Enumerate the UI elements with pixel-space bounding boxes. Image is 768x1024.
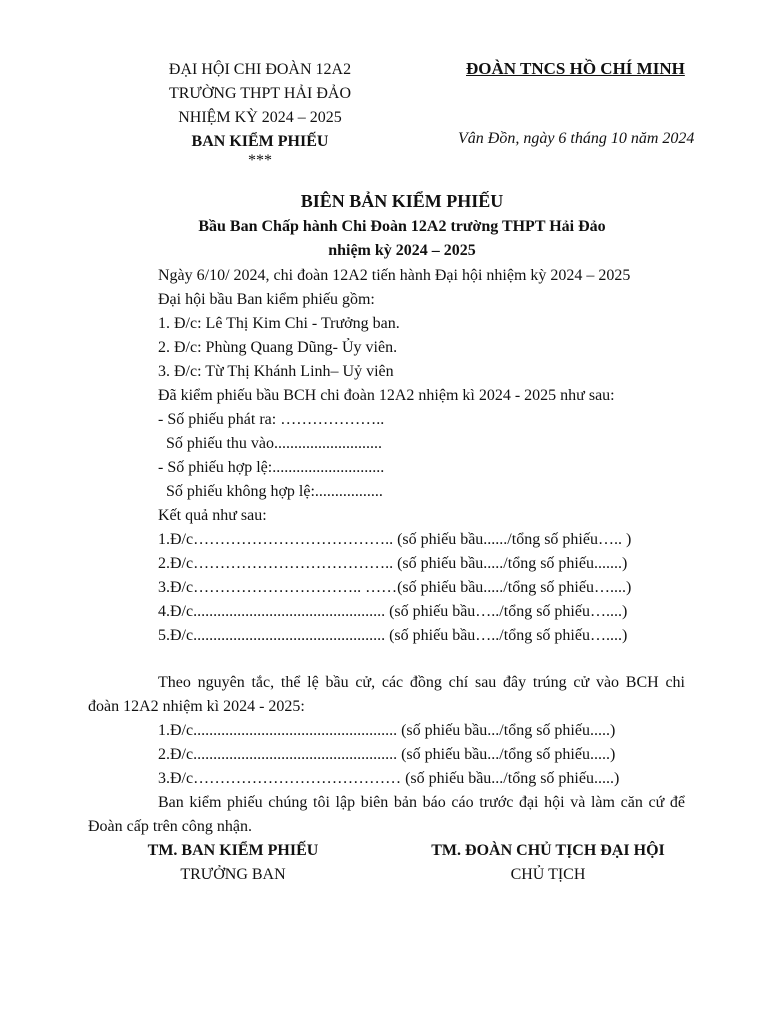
result-row-2: 2.Đ/c……………………………….. (số phiếu bầu...../tổng số phiếu.......) [158, 555, 628, 572]
closing-line-1: Ban kiểm phiếu chúng tôi lập biên bản báo cáo trước đại hội và làm căn cứ để [158, 794, 685, 811]
document-title: BIÊN BẢN KIỂM PHIẾU [300, 191, 504, 211]
committee-intro: Đại hội bầu Ban kiểm phiếu gồm: [158, 291, 375, 308]
header-right-org: ĐOÀN TNCS HỒ CHÍ MINH [466, 59, 685, 78]
sign-left-role: TRƯỞNG BAN [180, 866, 286, 883]
results-intro: Kết quả như sau: [158, 507, 267, 524]
header-left-line1: ĐẠI HỘI CHI ĐOÀN 12A2 [168, 61, 352, 78]
header-left-line3: NHIỆM KỲ 2024 – 2025 [178, 109, 342, 126]
header-right-place-date: Vân Đồn, ngày 6 tháng 10 năm 2024 [458, 130, 695, 147]
ballots-valid: - Số phiếu hợp lệ:............................ [158, 459, 385, 476]
result-row-4: 4.Đ/c................................................ (số phiếu bầu…../tổng số phiếu…....) [158, 603, 628, 620]
document-subtitle-2: nhiệm kỳ 2024 – 2025 [328, 242, 476, 259]
sign-right-title: TM. ĐOÀN CHỦ TỊCH ĐẠI HỘI [431, 842, 665, 859]
result-row-1: 1.Đ/c……………………………….. (số phiếu bầu....../tổng số phiếu….. ) [158, 531, 632, 548]
elected-row-2: 2.Đ/c................................................... (số phiếu bầu.../tổng số phiếu.....) [158, 746, 616, 763]
elected-row-1: 1.Đ/c................................................... (số phiếu bầu.../tổng số phiếu.....) [158, 722, 616, 739]
result-row-3: 3.Đ/c………………………….. ……(số phiếu bầu...../tổng số phiếu…....) [158, 579, 632, 596]
document-subtitle-1: Bầu Ban Chấp hành Chi Đoàn 12A2 trường THPT Hải Đảo [198, 218, 606, 235]
principle-line-1: Theo nguyên tắc, thể lệ bầu cử, các đồng chí sau đây trúng cử vào BCH chi [158, 674, 685, 691]
member-1: 1. Đ/c: Lê Thị Kim Chi - Trưởng ban. [158, 315, 400, 332]
closing-line-2: Đoàn cấp trên công nhận. [88, 818, 252, 835]
principle-line-2: đoàn 12A2 nhiệm kì 2024 - 2025: [88, 698, 305, 715]
header-left [140, 58, 380, 168]
member-3: 3. Đ/c: Từ Thị Khánh Linh– Uỷ viên [158, 363, 394, 380]
ballots-issued: - Số phiếu phát ra: ……………….. [158, 411, 385, 428]
ballots-received: Số phiếu thu vào........................... [158, 435, 382, 452]
sign-right-role: CHỦ TỊCH [510, 866, 586, 883]
result-row-5: 5.Đ/c................................................ (số phiếu bầu…../tổng số phiếu…....) [158, 627, 628, 644]
intro-line: Ngày 6/10/ 2024, chi đoàn 12A2 tiến hành Đại hội nhiệm kỳ 2024 – 2025 [158, 267, 631, 284]
count-intro: Đã kiểm phiếu bầu BCH chi đoàn 12A2 nhiệm kì 2024 - 2025 như sau: [158, 387, 615, 404]
header-left-stars: *** [248, 152, 272, 169]
header-left-committee: BAN KIỂM PHIẾU [191, 133, 329, 150]
member-2: 2. Đ/c: Phùng Quang Dũng- Ủy viên. [158, 339, 398, 356]
sign-left-title: TM. BAN KIỂM PHIẾU [147, 842, 319, 859]
header-left-line2: TRƯỜNG THPT HẢI ĐẢO [168, 85, 352, 102]
elected-row-3: 3.Đ/c………………………………… (số phiếu bầu.../tổng số phiếu.....) [158, 770, 620, 787]
ballots-invalid: Số phiếu không hợp lệ:................. [158, 483, 383, 500]
